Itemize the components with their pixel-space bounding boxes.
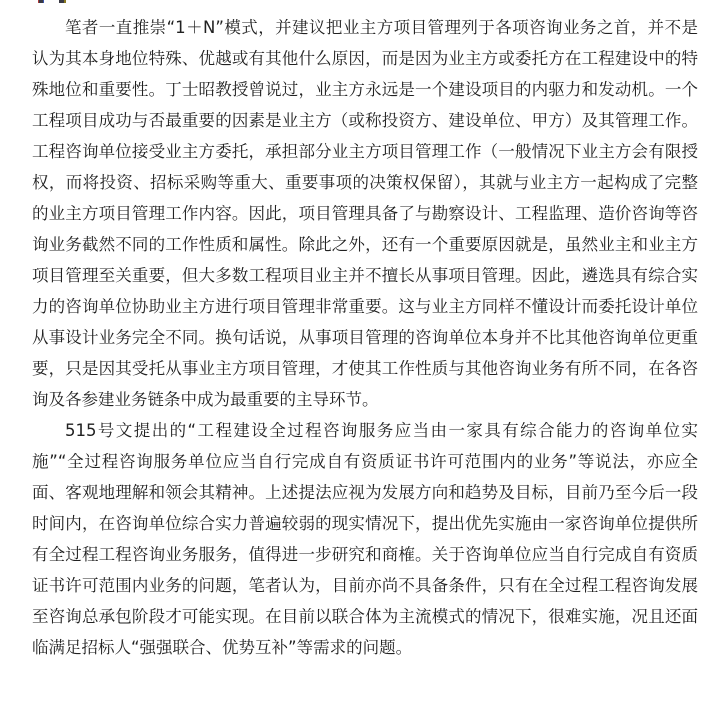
clipped-character-fragment bbox=[39, 0, 43, 3]
body-paragraph-2: 515号文提出的“工程建设全过程咨询服务应当由一家具有综合能力的咨询单位实施”“全过程咨询服务单位应当自行完成自有资质证书许可范围内的业务”等说法，亦应全面、客观地理解和领会其精神。上述提法应视为发展方向和趋势及目标，目前乃至今后一段时间内，在咨询单位综合实力普遍较弱的现实情况下，提出优先实施由一家咨询单位提供所有全过程工程咨询业务服务，值得进一步研究和商榷。关于咨询单位应当自行完成自有资质证书许可范围内业务的问题，笔者认为，目前亦尚不具备条件，只有在全过程工程咨询发展至咨询总承包阶段才可能实现。在目前以联合体为主流模式的情况下，很难实施，况且还面临满足招标人“强强联合、优势互补”等需求的问题。 bbox=[32, 421, 698, 657]
clipped-character-fragment bbox=[59, 0, 66, 3]
clipped-previous-line-remnant bbox=[0, 0, 712, 4]
body-paragraph-1: 笔者一直推崇“1＋N”模式，并建议把业主方项目管理列于各项咨询业务之首，并不是认为其本身地位特殊、优越或有其他什么原因，而是因为业主方或委托方在工程建设中的特殊地位和重要性。丁士昭教授曾说过，业主方永远是一个建设项目的内驱力和发动机。一个工程项目成功与否最重要的因素是业主方（或称投资方、建设单位、甲方）及其管理工作。工程咨询单位接受业主方委托，承担部分业主方项目管理工作（一般情况下业主方会有限授权，而将投资、招标采购等重大、重要事项的决策权保留），其就与业主方一起构成了完整的业主方项目管理工作内容。因此，项目管理具备了与勘察设计、工程监理、造价咨询等咨询业务截然不同的工作性质和属性。除此之外，还有一个重要原因就是，虽然业主和业主方项目管理至关重要，但大多数工程项目业主并不擅长从事项目管理。因此，遴选具有综合实力的咨询单位协助业主方进行项目管理非常重要。这与业主方同样不懂设计而委托设计单位从事设计业务完全不同。换句话说，从事项目管理的咨询单位本身并不比其他咨询单位更重要，只是因其受托从事业主方项目管理，才使其工作性质与其他咨询业务有所不同，在各咨询及各参建业务链条中成为最重要的主导环节。 bbox=[32, 18, 698, 409]
